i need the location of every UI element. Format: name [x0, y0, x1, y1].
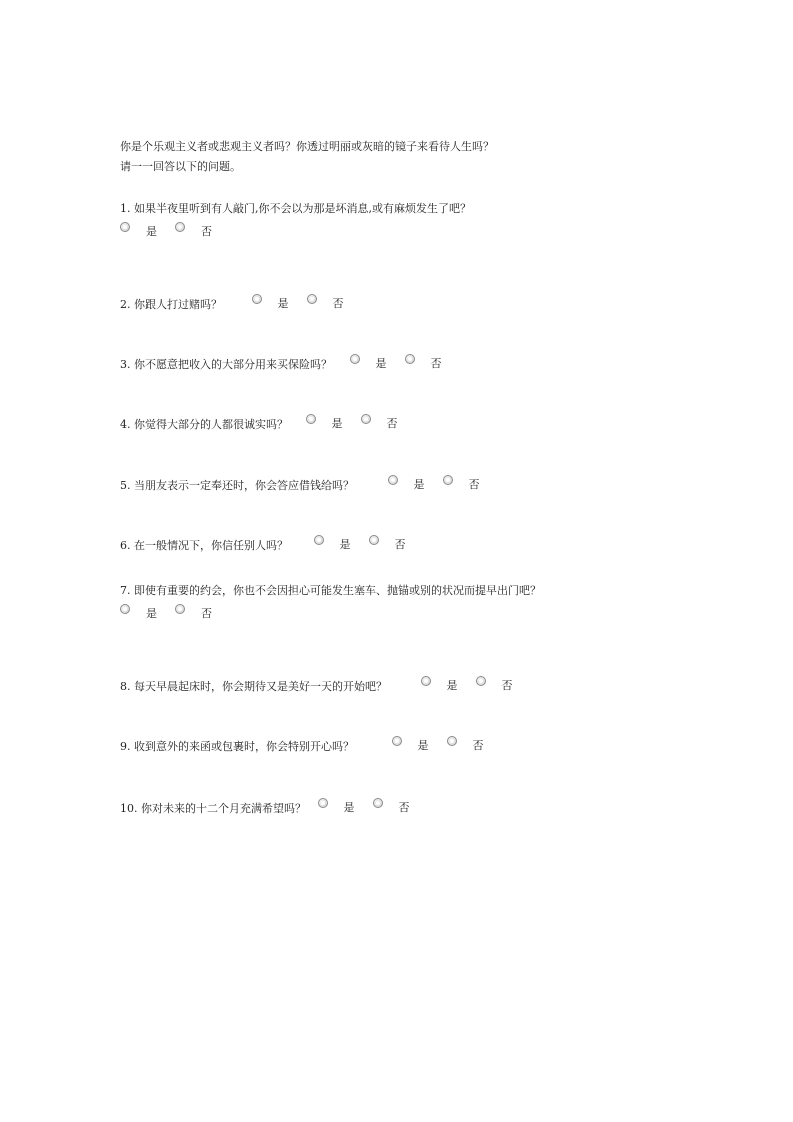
option-label: 是 — [413, 478, 425, 491]
option-label: 是 — [339, 538, 351, 551]
intro-line-2: 请一一回答以下的问题。 — [120, 160, 241, 173]
question-text: 8. 每天早晨起床时，你会期待又是美好一天的开始吧？ — [120, 680, 387, 693]
radio-button-icon[interactable] — [361, 414, 371, 424]
radio-button-icon[interactable] — [120, 222, 130, 232]
option-label: 否 — [398, 801, 410, 814]
question-text: 3. 你不愿意把收入的大部分用来买保险吗？ — [120, 358, 332, 371]
option-label: 否 — [201, 225, 212, 238]
option-no[interactable] — [405, 358, 442, 370]
question-6 — [120, 537, 424, 553]
radio-button-icon[interactable] — [120, 604, 130, 614]
radio-button-icon[interactable] — [252, 294, 262, 304]
question-4 — [120, 416, 416, 432]
radio-button-icon[interactable] — [369, 535, 379, 545]
answer-options — [120, 226, 471, 238]
question-text: 7. 即使有重要的约会，你也不会因担心可能发生塞车、抛锚或别的状况而提早出门吧？ — [120, 584, 541, 597]
radio-button-icon[interactable] — [421, 676, 431, 686]
question-text: 9. 收到意外的来函或包裹时，你会特别开心吗？ — [120, 740, 354, 753]
option-no[interactable] — [175, 608, 212, 620]
option-yes[interactable] — [318, 802, 355, 814]
question-2 — [120, 296, 362, 312]
option-no[interactable] — [443, 479, 480, 491]
radio-button-icon[interactable] — [476, 676, 486, 686]
intro-line-1: 你是个乐观主义者或悲观主义者吗？你透过明丽或灰暗的镜子来看待人生吗？ — [120, 140, 494, 153]
option-no[interactable] — [373, 802, 410, 814]
radio-button-icon[interactable] — [175, 604, 185, 614]
answer-options — [421, 680, 531, 692]
option-yes[interactable] — [120, 608, 157, 620]
option-label: 否 — [430, 357, 442, 370]
intro — [120, 137, 494, 177]
answer-options — [388, 479, 498, 491]
radio-button-icon[interactable] — [318, 798, 328, 808]
option-label: 否 — [394, 538, 406, 551]
question-text: 6. 在一般情况下，你信任别人吗？ — [120, 539, 288, 552]
radio-button-icon[interactable] — [388, 475, 398, 485]
option-label: 是 — [375, 357, 387, 370]
question-text: 10. 你对未来的十二个月充满希望吗？ — [120, 802, 306, 815]
question-5 — [120, 477, 498, 493]
radio-button-icon[interactable] — [314, 535, 324, 545]
radio-button-icon[interactable] — [175, 222, 185, 232]
option-label: 否 — [468, 478, 480, 491]
question-7 — [120, 582, 541, 620]
option-label: 是 — [331, 417, 343, 430]
option-no[interactable] — [369, 539, 406, 551]
answer-options — [318, 802, 428, 814]
answer-options — [120, 608, 541, 620]
option-no[interactable] — [361, 418, 398, 430]
option-label: 否 — [332, 297, 344, 310]
answer-options — [252, 298, 362, 310]
option-yes[interactable] — [252, 298, 289, 310]
option-label: 是 — [417, 739, 429, 752]
option-yes[interactable] — [120, 226, 157, 238]
question-text: 2. 你跟人打过赌吗？ — [120, 298, 222, 311]
radio-button-icon[interactable] — [443, 475, 453, 485]
option-label: 否 — [201, 607, 212, 620]
option-no[interactable] — [307, 298, 344, 310]
option-yes[interactable] — [350, 358, 387, 370]
answer-options — [306, 418, 416, 430]
option-yes[interactable] — [314, 539, 351, 551]
option-yes[interactable] — [388, 479, 425, 491]
question-10 — [120, 800, 428, 816]
question-text: 1. 如果半夜里听到有人敲门,你不会以为那是坏消息,或有麻烦发生了吧？ — [120, 202, 471, 215]
question-text: 5. 当朋友表示一定奉还时，你会答应借钱给吗？ — [120, 479, 354, 492]
question-9 — [120, 738, 502, 754]
option-no[interactable] — [175, 226, 212, 238]
question-1 — [120, 200, 471, 238]
radio-button-icon[interactable] — [392, 736, 402, 746]
option-label: 是 — [446, 679, 458, 692]
option-yes[interactable] — [392, 740, 429, 752]
radio-button-icon[interactable] — [350, 354, 360, 364]
question-3 — [120, 356, 460, 372]
option-label: 是 — [146, 607, 157, 620]
option-yes[interactable] — [306, 418, 343, 430]
option-label: 是 — [277, 297, 289, 310]
option-label: 否 — [386, 417, 398, 430]
answer-options — [314, 539, 424, 551]
option-label: 否 — [501, 679, 513, 692]
question-text: 4. 你觉得大部分的人都很诚实吗？ — [120, 418, 288, 431]
answer-options — [350, 358, 460, 370]
option-yes[interactable] — [421, 680, 458, 692]
answer-options — [392, 740, 502, 752]
radio-button-icon[interactable] — [306, 414, 316, 424]
option-label: 是 — [343, 801, 355, 814]
radio-button-icon[interactable] — [373, 798, 383, 808]
option-no[interactable] — [447, 740, 484, 752]
radio-button-icon[interactable] — [405, 354, 415, 364]
radio-button-icon[interactable] — [447, 736, 457, 746]
option-label: 是 — [146, 225, 157, 238]
option-no[interactable] — [476, 680, 513, 692]
option-label: 否 — [472, 739, 484, 752]
radio-button-icon[interactable] — [307, 294, 317, 304]
question-8 — [120, 678, 531, 694]
